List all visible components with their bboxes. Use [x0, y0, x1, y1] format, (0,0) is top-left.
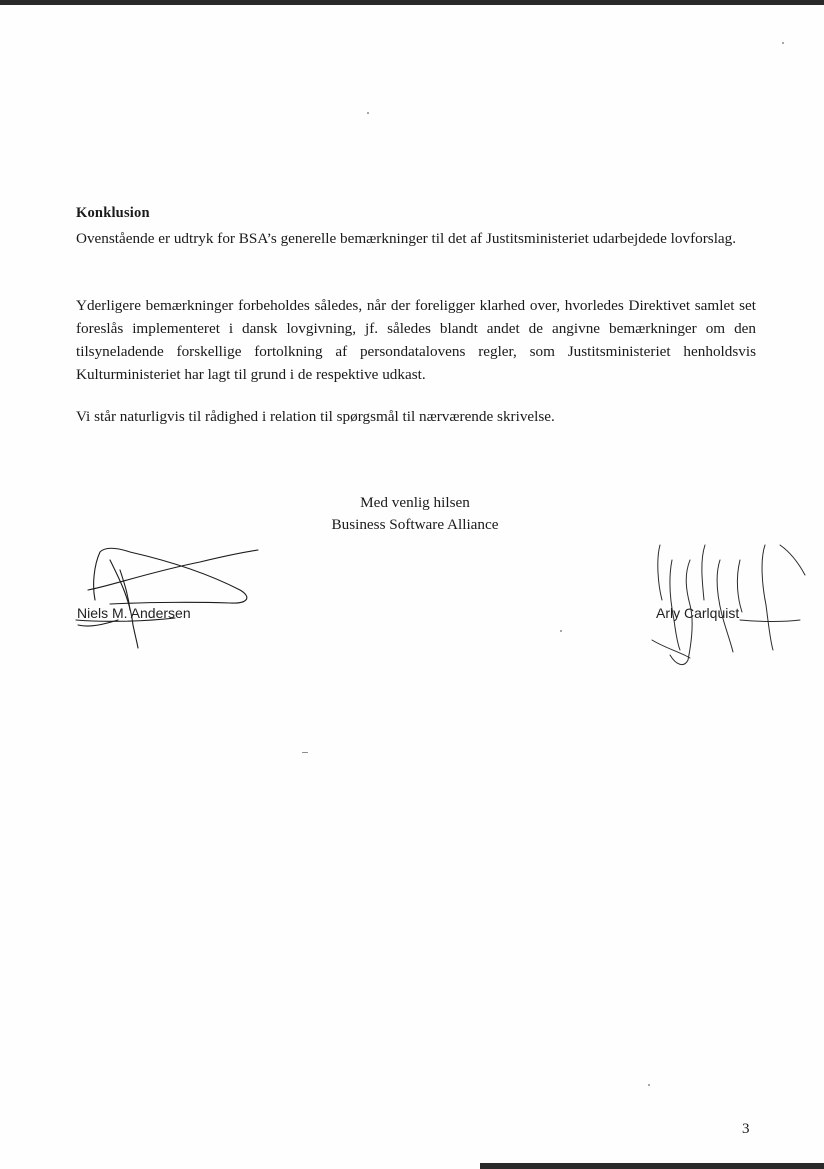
closing-greeting: Med venlig hilsen: [360, 494, 470, 511]
scan-speck: [782, 42, 784, 44]
scan-speck: [367, 112, 369, 114]
signatory-name-left: Niels M. Andersen: [77, 605, 191, 621]
section-heading: Konklusion: [76, 205, 150, 221]
closing-organization: Business Software Alliance: [331, 516, 499, 533]
scan-speck: [302, 752, 308, 753]
paragraph-2: Yderligere bemærkninger forbeholdes således, når der foreligger klarhed over, hvorledes Direktivet samlet set foreslås implementeret i dansk lovgivning, jf. således blandt andet de angivne bemærkninger om den tilsyneladende forskellige fortolkning af persondatalovens regler, som Justitsministeriet henholdsvis Kulturministeriet har lagt til grund i de respektive udkast.: [76, 297, 756, 383]
scan-speck: [560, 630, 562, 632]
signatory-name-right: Arly Carlquist: [656, 605, 740, 621]
paragraph-1: Ovenstående er udtryk for BSA’s generelle bemærkninger til det af Justitsministeriet udarbejdede lovforslag.: [76, 230, 737, 247]
scan-top-edge: [0, 0, 824, 5]
signature-left: [76, 548, 258, 648]
page-number: 3: [742, 1121, 750, 1137]
paragraph-3: Vi står naturligvis til rådighed i relation til spørgsmål til nærværende skrivelse.: [76, 408, 555, 425]
scan-bottom-edge: [480, 1163, 824, 1169]
scan-speck: [648, 1084, 650, 1086]
